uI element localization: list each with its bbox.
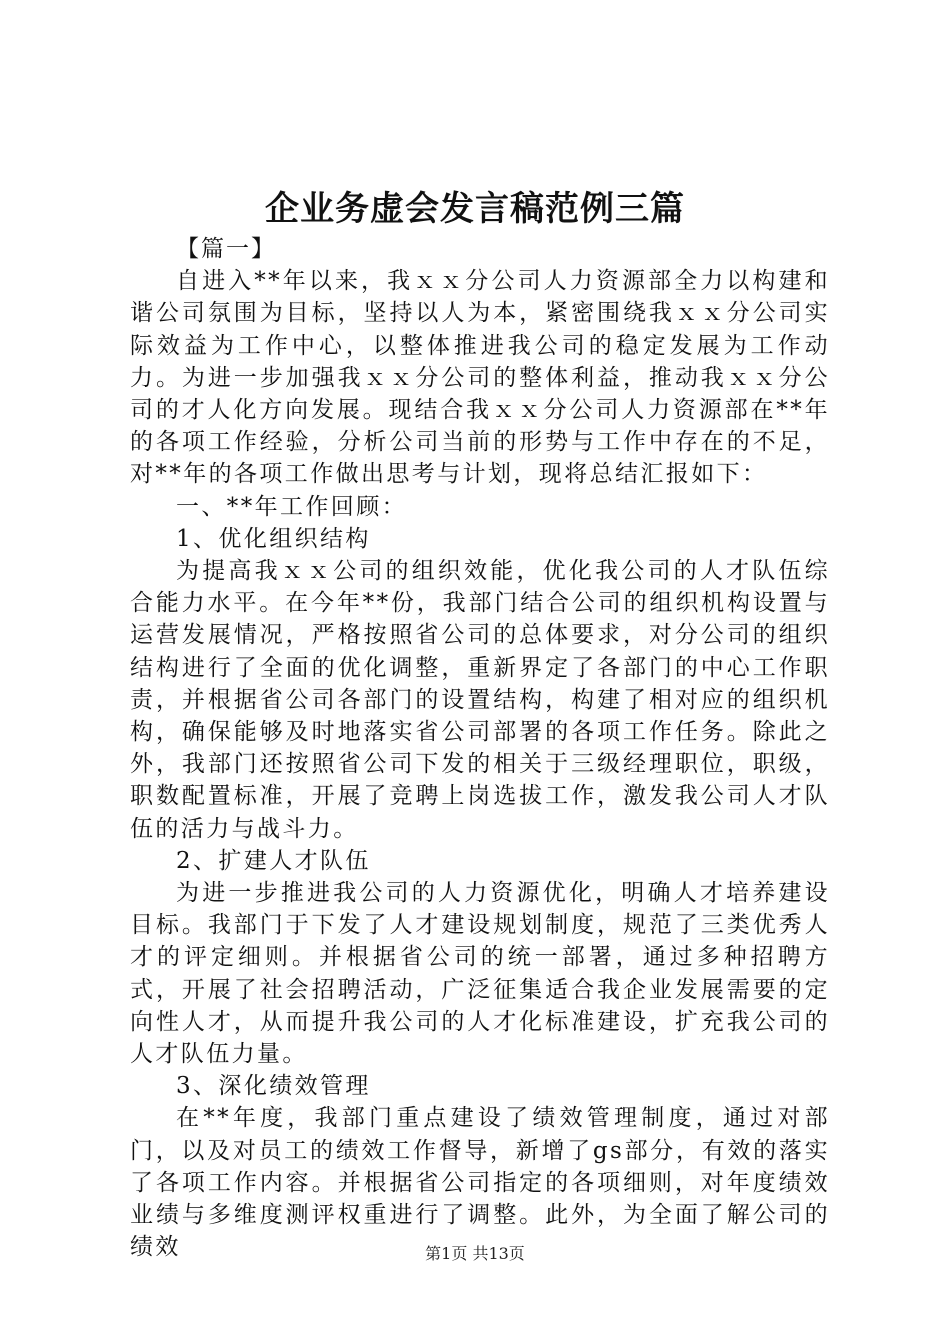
paragraph-optimize-structure: 为提高我ｘｘ公司的组织效能，优化我公司的人才队伍综合能力水平。在今年**份，我部门结合公司的组织机构设置与运营发展情况，严格按照省公司的总体要求，对分公司的组织结构进行了全面的优化调整，重新界定了各部门的中心工作职责，并根据省公司各部门的设置结构，构建了相对应的组织机构，确保能够及时地落实省公司部署的各项工作任务。除此之外，我部门还按照省公司下发的相关于三级经理职位，职级，职数配置标准，开展了竞聘上岗选拔工作，激发我公司人才队伍的活力与战斗力。 (130, 558, 830, 842)
paragraph-expand-talent: 为进一步推进我公司的人力资源优化，明确人才培养建设目标。我部门于下发了人才建设规划制度，规范了三类优秀人才的评定细则。并根据省公司的统一部署，通过多种招聘方式，开展了社会招聘活动，广泛征集适合我企业发展需要的定向性人才，从而提升我公司的人才化标准建设，扩充我公司的人才队伍力量。 (130, 880, 830, 1068)
document-title: 企业务虚会发言稿范例三篇 (265, 189, 685, 229)
document-body (130, 233, 830, 1264)
heading-review: 一、**年工作回顾： (176, 493, 407, 520)
paragraph-performance-management: 在**年度，我部门重点建设了绩效管理制度，通过对部门，以及对员工的绩效工作督导，新增了gs部分，有效的落实了各项工作内容。并根据省公司指定的各项细则，对年度绩效业绩与多维度测评权重进行了调整。此外，为全面了解公司的绩效 (130, 1105, 830, 1261)
page-footer: 第1页 共13页 (425, 1244, 525, 1263)
paragraph-intro: 自进入**年以来，我ｘｘ分公司人力资源部全力以构建和谐公司氛围为目标，坚持以人为本，紧密围绕我ｘｘ分公司实际效益为工作中心，以整体推进我公司的稳定发展为工作动力。为进一步加强我ｘｘ分公司的整体利益，推动我ｘｘ分公司的才人化方向发展。现结合我ｘｘ分公司人力资源部在**年的各项工作经验，分析公司当前的形势与工作中存在的不足，对**年的各项工作做出思考与计划，现将总结汇报如下： (130, 268, 830, 488)
heading-optimize-structure: 1、优化组织结构 (176, 525, 371, 552)
heading-performance-management: 3、深化绩效管理 (176, 1073, 371, 1100)
heading-expand-talent: 2、扩建人才队伍 (176, 847, 371, 874)
section-mark: 【篇一】 (176, 236, 276, 262)
